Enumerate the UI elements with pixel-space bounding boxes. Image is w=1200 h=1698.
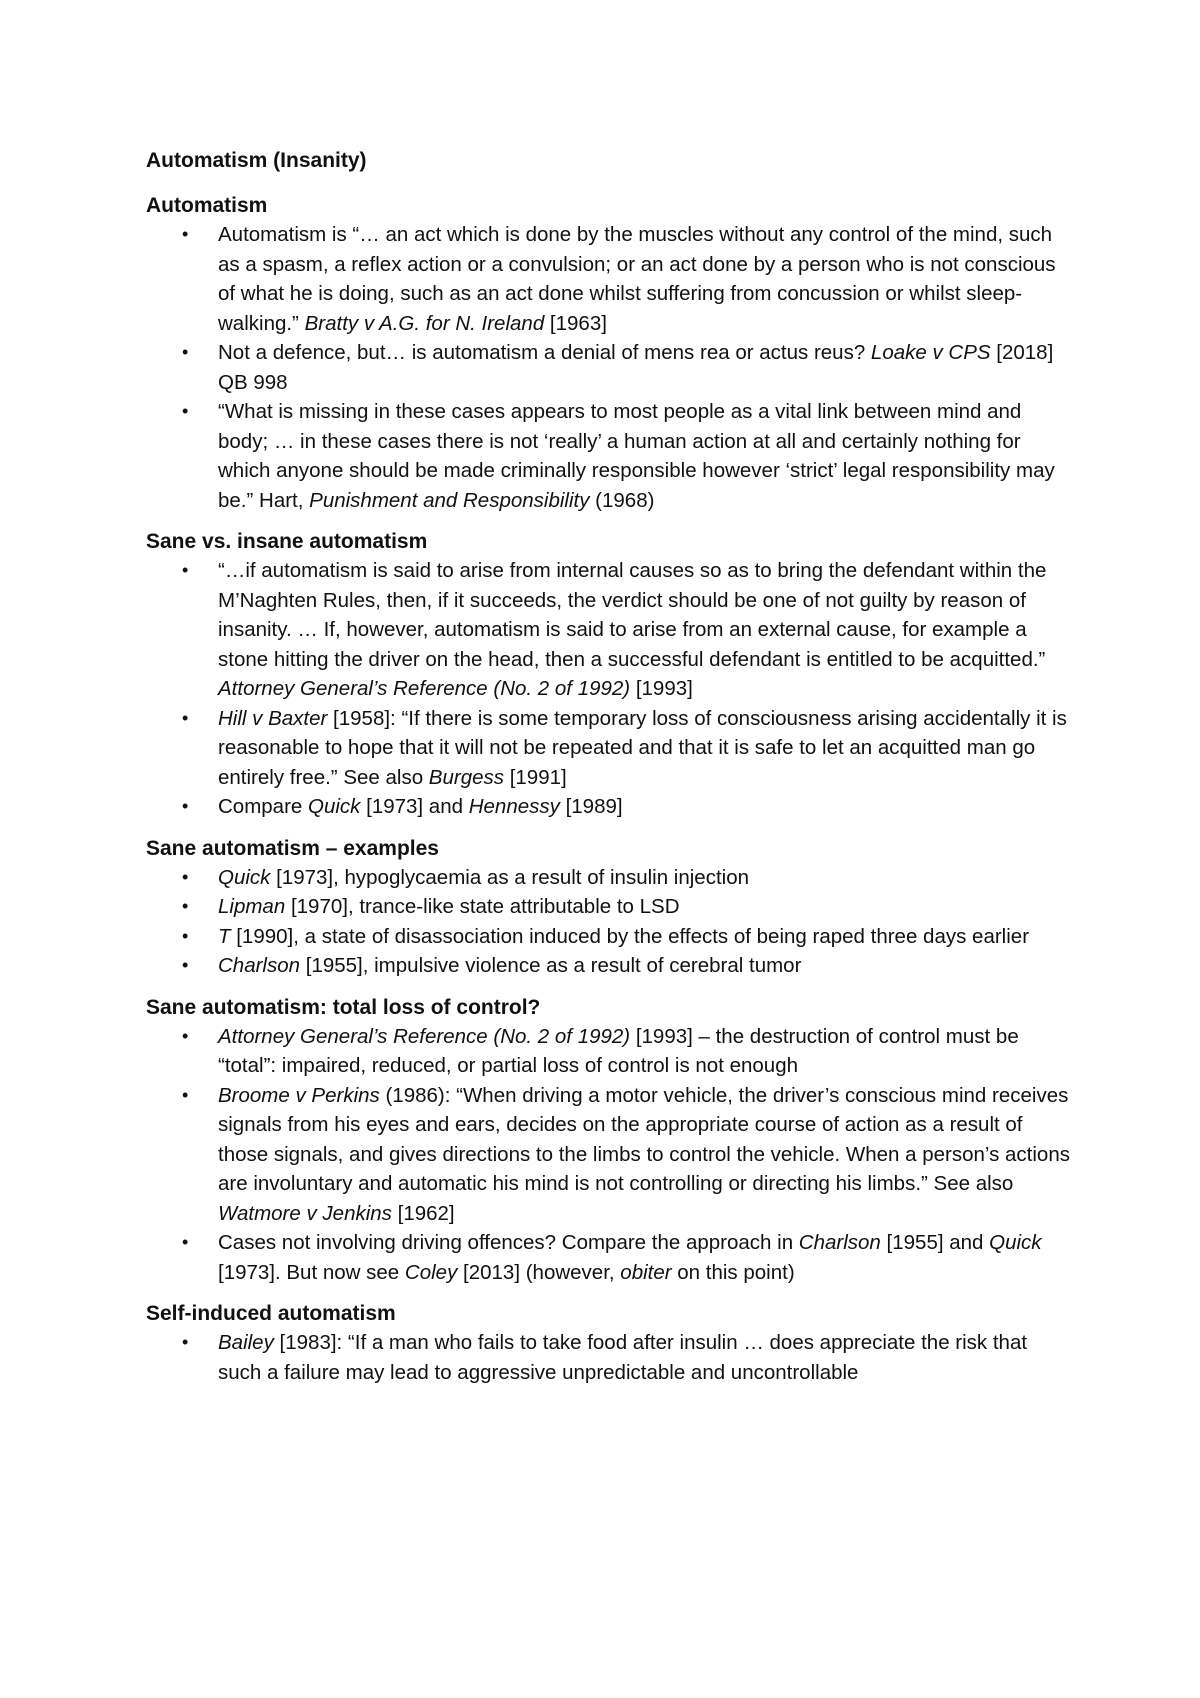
- case-citation: Watmore v Jenkins: [218, 1201, 392, 1225]
- case-citation: Bratty v A.G. for N. Ireland: [304, 311, 545, 335]
- case-citation: Charlson: [218, 954, 301, 977]
- case-citation: Attorney General’s Reference (No. 2 of 1992): [218, 677, 631, 700]
- section-heading: Sane vs. insane automatism: [146, 530, 428, 553]
- case-citation: Hill v Baxter: [218, 706, 328, 730]
- bullet-list: [146, 556, 1076, 822]
- text-run: [1991]: [504, 765, 567, 789]
- case-citation: Broome v Perkins: [218, 1083, 380, 1107]
- bullet-item: [218, 1328, 1076, 1387]
- case-citation: Lipman: [218, 895, 286, 918]
- bullet-item: [218, 892, 1076, 922]
- section-heading: Self-induced automatism: [146, 1302, 396, 1325]
- document-title: Automatism (Insanity): [146, 149, 367, 172]
- text-run: [1973] and: [360, 795, 469, 818]
- case-citation: Charlson: [798, 1231, 881, 1254]
- case-citation: Quick: [989, 1231, 1042, 1254]
- case-citation: Quick: [308, 795, 361, 818]
- bullet-item: [218, 1228, 1076, 1287]
- text-run: (1968): [589, 488, 655, 512]
- bullet-item: [218, 863, 1076, 893]
- bullet-item: [218, 220, 1076, 338]
- bullet-item: [218, 922, 1076, 952]
- section: [146, 528, 1076, 822]
- text-run: [1973], hypoglycaemia as a result of insulin injection: [270, 865, 750, 889]
- bullet-item: [218, 1081, 1076, 1229]
- bullet-item: [218, 556, 1076, 704]
- section: [146, 835, 1076, 981]
- case-citation: Hennessy: [468, 795, 560, 818]
- section-heading: Automatism: [146, 194, 268, 217]
- bullet-item: [218, 338, 1076, 397]
- bullet-list: [146, 220, 1076, 515]
- section: [146, 192, 1076, 515]
- case-citation: Coley: [404, 1260, 458, 1284]
- section: [146, 994, 1076, 1288]
- case-citation: Bailey: [218, 1331, 274, 1354]
- text-run: [1983]: “If a man who fails to take food after insulin … does appreciate the risk that such a failure may lead to aggressive unpredictable and uncontrollable: [218, 1331, 1028, 1384]
- case-citation: T: [218, 924, 231, 948]
- bullet-list: [146, 1022, 1076, 1288]
- text-run: [1955], impulsive violence as a result of cerebral tumor: [300, 954, 802, 977]
- bullet-list: [146, 863, 1076, 981]
- text-run: [1993]: [630, 677, 693, 700]
- document-page: [146, 146, 1076, 1400]
- bullet-item: [218, 1022, 1076, 1081]
- section-heading: Sane automatism – examples: [146, 836, 439, 860]
- text-run: Compare: [218, 795, 309, 818]
- text-run: (1986): “When driving a motor vehicle, the driver’s conscious mind receives signals from his eyes and ears, decides on the appropriate course of action as a result of those signals, and gives directions to the limbs to control the vehicle. When a person’s actions are involuntary and automatic his mind is not controlling or directing his limbs.” See also: [218, 1083, 1070, 1195]
- section-heading: Sane automatism: total loss of control?: [146, 995, 541, 1019]
- bullet-item: [218, 704, 1076, 793]
- case-citation: Attorney General’s Reference (No. 2 of 1992): [218, 1024, 631, 1048]
- text-run: “What is missing in these cases appears to most people as a vital link between mind and body; … in these cases there is not ‘really’ a human action at all and certainly nothing for which anyone should be made criminally responsible however ‘strict’ legal responsibility may be.” Hart,: [218, 400, 1055, 512]
- text-run: [1955] and: [880, 1231, 990, 1254]
- text-run: Cases not involving driving offences? Compare the approach in: [218, 1231, 799, 1254]
- text-run: Automatism is “… an act which is done by the muscles without any control of the mind, such as a spasm, a reflex action or a convulsion; or an act done by a person who is not conscious of what he is doing, such as an act done whilst suffering from concussion or whilst sleep-walking.”: [218, 223, 1056, 335]
- bullet-item: [218, 951, 1076, 981]
- text-run: [1990], a state of disassociation induced by the effects of being raped three days earlier: [230, 924, 1030, 948]
- text-run: on this point): [671, 1260, 795, 1284]
- case-citation: obiter: [620, 1260, 672, 1284]
- text-run: [1962]: [391, 1201, 455, 1225]
- case-citation: Loake v CPS: [870, 341, 991, 364]
- text-run: [2013] (however,: [457, 1260, 621, 1284]
- text-run: [1970], trance-like state attributable to LSD: [285, 895, 680, 918]
- bullet-item: [218, 397, 1076, 515]
- text-run: Not a defence, but… is automatism a denial of mens rea or actus reus?: [218, 341, 871, 364]
- text-run: [1989]: [559, 795, 623, 818]
- bullet-item: [218, 792, 1076, 822]
- section: [146, 1300, 1076, 1387]
- case-citation: Punishment and Responsibility: [309, 488, 590, 512]
- case-citation: Burgess: [428, 765, 505, 789]
- text-run: [1993] – the destruction of control must be “total”: impaired, reduced, or partial loss of control is not enough: [218, 1024, 1019, 1077]
- text-run: [1963]: [544, 311, 607, 335]
- sections-container: [146, 192, 1076, 1387]
- text-run: [1958]: “If there is some temporary loss of consciousness arising accidentally it is reasonable to hope that it will not be repeated and that it is safe to let an acquitted man go entirely free.” See also: [218, 706, 1067, 789]
- text-run: [2018] QB 998: [218, 341, 1054, 394]
- bullet-list: [146, 1328, 1076, 1387]
- text-run: “…if automatism is said to arise from internal causes so as to bring the defendant within the M’Naghten Rules, then, if it succeeds, the verdict should be one of not guilty by reason of insanity. … If, however, automatism is said to arise from an external cause, for example a stone hitting the driver on the head, then a successful defendant is entitled to be acquitted.”: [218, 559, 1047, 671]
- case-citation: Quick: [218, 865, 271, 889]
- text-run: [1973]. But now see: [218, 1260, 405, 1284]
